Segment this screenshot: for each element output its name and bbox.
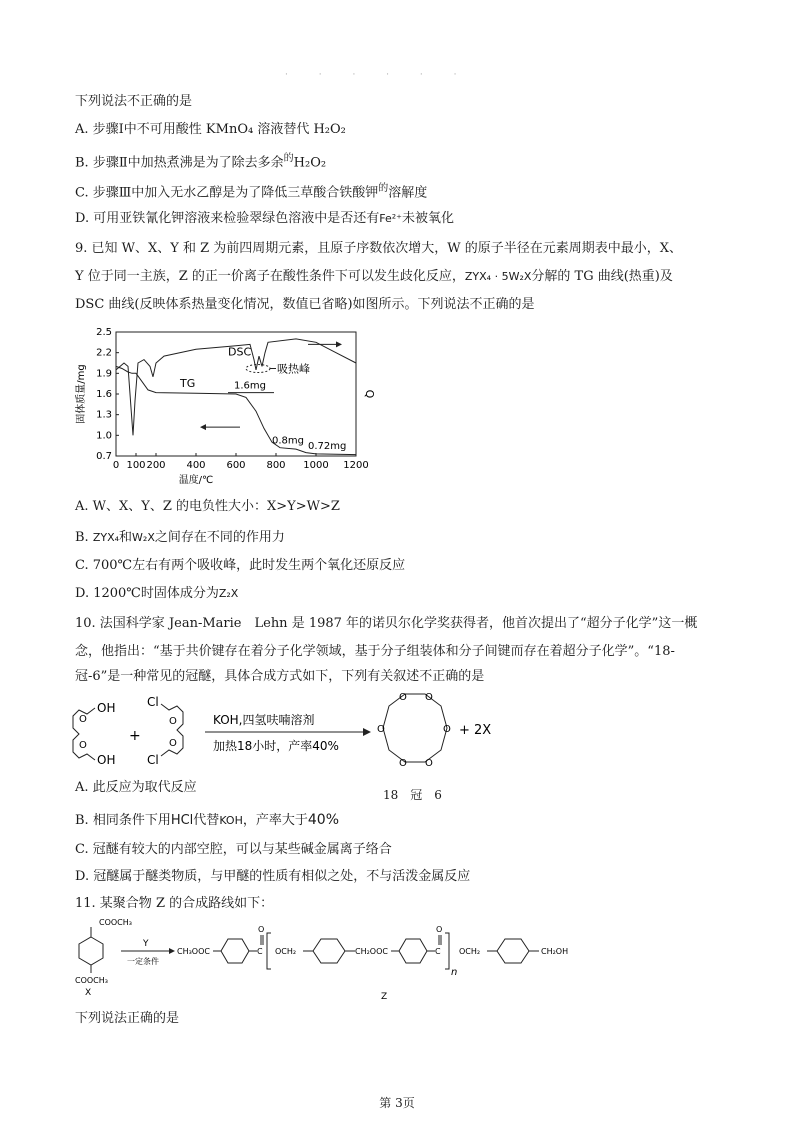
annot-dsc: DSC bbox=[228, 345, 252, 359]
x-tick-label: 100 bbox=[126, 460, 146, 471]
y-tick-label: 1.9 bbox=[96, 368, 112, 380]
arrow-condition: 一定条件 bbox=[127, 957, 159, 966]
cl-bottom: Cl bbox=[147, 753, 159, 767]
z-ch2ooc: CH₂OOC bbox=[355, 947, 388, 956]
x-tick-label: 400 bbox=[186, 460, 206, 471]
q8-option-d bbox=[75, 210, 454, 228]
ring-o2: O bbox=[425, 692, 433, 703]
x-tick-label: 1200 bbox=[343, 460, 369, 471]
z-ch3ooc: CH₃OOC bbox=[177, 947, 210, 956]
q9-option-b-and: 和 bbox=[119, 530, 133, 545]
dichloride-o1: O bbox=[169, 716, 177, 727]
q9-option-c: C. 700℃左右有两个吸收峰，此时发生两个氧化还原反应 bbox=[75, 558, 406, 573]
q8-option-b-text: B. 步骤Ⅱ中加热煮沸是为了除去多余 bbox=[75, 155, 284, 171]
diol-o1: O bbox=[79, 714, 87, 725]
arrow-left-head bbox=[200, 424, 206, 430]
annot-mass-1: 1.6mg bbox=[234, 380, 266, 392]
z-carbonyl-c2: C bbox=[435, 947, 441, 956]
annot-mass-2: 0.8mg bbox=[272, 435, 304, 447]
repeat-n: n bbox=[451, 967, 458, 978]
tg-dsc-chart bbox=[70, 320, 380, 492]
z-carbonyl-o1: O bbox=[258, 925, 265, 934]
q9-option-b-label: B. bbox=[75, 530, 89, 545]
reaction-arrowhead bbox=[363, 728, 371, 736]
page-header-fragment: · · · · · · bbox=[285, 70, 471, 80]
condition-bottom: 加热18小时，产率40% bbox=[213, 739, 339, 753]
q8-option-b bbox=[75, 150, 326, 172]
z-label: Z bbox=[381, 992, 388, 1002]
z-benzene-1 bbox=[221, 939, 249, 963]
q9-option-d bbox=[75, 585, 238, 603]
q10-option-b bbox=[75, 811, 339, 830]
plus-sign: + bbox=[129, 728, 141, 744]
q10-option-a: A. 此反应为取代反应 bbox=[75, 780, 197, 795]
page-number: 第 3页 bbox=[379, 1096, 415, 1110]
bracket-left bbox=[267, 933, 271, 969]
q10-option-d: D. 冠醚属于醚类物质，与甲醚的性质有相似之处，不与活泼金属反应 bbox=[75, 869, 471, 884]
q11-stem: 11. 某聚合物 Z 的合成路线如下： bbox=[75, 896, 274, 911]
condition-top: KOH,四氢呋喃溶剂 bbox=[213, 713, 315, 727]
z-cyclohexane-2 bbox=[497, 939, 529, 963]
ring-o3: O bbox=[443, 724, 451, 735]
x-tick-label: 200 bbox=[146, 460, 166, 471]
annot-mass-3: 0.72mg bbox=[308, 441, 347, 453]
q8-option-c-text: C. 步骤Ⅲ中加入无水乙醇是为了降低三草酸合铁酸钾 bbox=[75, 185, 379, 201]
chart-annotations bbox=[179, 341, 346, 452]
chart-axes bbox=[74, 327, 376, 486]
q9-option-b-tail: 之间存在不同的作用力 bbox=[154, 530, 285, 545]
ring-o5: O bbox=[399, 758, 407, 769]
y-tick-label: 0.7 bbox=[96, 451, 112, 462]
q9-stem-line2-tail: 分解的 TG 曲线(热重)及 bbox=[531, 269, 673, 284]
q8-option-d-text: D. 可用亚铁氰化钾溶液来检验翠绿色溶液中是否还有 bbox=[75, 211, 380, 226]
x-tick-label: 800 bbox=[266, 460, 286, 471]
q10-option-c: C. 冠醚有较大的内部空腔，可以与某些碱金属离子络合 bbox=[75, 842, 392, 857]
endotherm-marker bbox=[246, 365, 270, 373]
crown-ether-synthesis-scheme bbox=[65, 688, 525, 780]
z-carbonyl-o2: O bbox=[436, 925, 443, 934]
q10-stem-line2: 念，他指出：“基于共价键存在着分子化学领域，基于分子组装体和分子间键而存在着超分子化学”。“18- bbox=[75, 644, 675, 659]
x-benzene-ring bbox=[79, 937, 103, 965]
x-top-group: COOCH₃ bbox=[99, 918, 132, 927]
q10-option-b-tail: ，产率大于 bbox=[242, 813, 308, 828]
right-axis-label: Q bbox=[363, 389, 376, 399]
ring-o4: O bbox=[425, 758, 433, 769]
x-label: X bbox=[85, 988, 92, 998]
q10-option-b-text: B. 相同条件下用 bbox=[75, 813, 171, 828]
q8-option-c-de: 的 bbox=[378, 183, 389, 194]
z-benzene-2 bbox=[399, 939, 427, 963]
q10-option-b-hcl: HCl bbox=[170, 813, 194, 828]
q9-formula: ZYX₄ · 5W₂X bbox=[464, 270, 532, 283]
z-carbonyl-c1: C bbox=[257, 947, 263, 956]
x-bottom-group: COOCH₃ bbox=[75, 976, 108, 985]
q10-stem-line1: 10. 法国科学家 Jean-Marie Lehn 是 1987 年的诺贝尔化学奖获得者，他首次提出了“超分子化学”这一概 bbox=[75, 616, 698, 631]
crown-ether-ring bbox=[383, 694, 447, 762]
annot-tg: TG bbox=[180, 377, 196, 391]
q9-option-b bbox=[75, 529, 285, 547]
arrow-right-head bbox=[336, 341, 342, 347]
q10-option-b-mid: 代替 bbox=[193, 813, 220, 828]
q10-option-b-koh: KOH bbox=[219, 814, 243, 827]
q9-option-d-text: D. 1200℃时固体成分为 bbox=[75, 586, 219, 601]
q9-option-d-formula: Z₂X bbox=[218, 587, 239, 600]
q8-option-c bbox=[75, 180, 427, 202]
y-axis-label: 固体质量/mg bbox=[76, 364, 87, 424]
q8-option-b-de: 的 bbox=[283, 153, 294, 164]
cl-top: Cl bbox=[147, 695, 159, 709]
diol-oh-bottom: OH bbox=[97, 753, 116, 767]
x-tick-label: 600 bbox=[226, 460, 246, 471]
polymer-synthesis-scheme bbox=[65, 915, 725, 1005]
y-tick-label: 1.0 bbox=[96, 430, 112, 442]
y-tick-label: 2.5 bbox=[96, 327, 112, 338]
z-cyclohexane-1 bbox=[313, 939, 345, 963]
bracket-right bbox=[445, 933, 449, 969]
ring-o6: O bbox=[377, 724, 385, 735]
z-ch2oh: CH₂OH bbox=[541, 947, 569, 956]
annot-endotherm: 吸热峰 bbox=[277, 362, 310, 376]
q9-option-b-formula1: ZYX₄ bbox=[92, 531, 120, 544]
diol-oh-top: OH bbox=[97, 701, 116, 715]
q11-tail: 下列说法正确的是 bbox=[75, 1011, 180, 1026]
dichloride-o2: O bbox=[169, 738, 177, 749]
z-och2-1: OCH₂ bbox=[275, 947, 297, 956]
q8-option-b-h2o2: H₂O₂ bbox=[293, 155, 327, 171]
q9-stem-line2-text: Y 位于同一主族，Z 的正一价离子在酸性条件下可以发生歧化反应， bbox=[75, 269, 465, 284]
z-och2-2: OCH₂ bbox=[459, 947, 481, 956]
q8-option-a: A. 步骤Ⅰ中不可用酸性 KMnO₄ 溶液替代 H₂O₂ bbox=[75, 122, 346, 137]
x-tick-label: 1000 bbox=[303, 460, 329, 471]
q10-option-b-percent: 40% bbox=[307, 812, 339, 828]
q9-stem-line3: DSC 曲线(反映体系热量变化情况，数值已省略)如图所示。下列说法不正确的是 bbox=[75, 297, 535, 312]
q10-stem-line3: 冠-6”是一种常见的冠醚，具体合成方式如下，下列有关叙述不正确的是 bbox=[75, 669, 485, 684]
ring-o1: O bbox=[399, 692, 407, 703]
q9-stem-line2 bbox=[75, 268, 673, 286]
byproduct: + 2X bbox=[459, 723, 492, 738]
q9-stem-line1: 9. 已知 W、X、Y 和 Z 为前四周期元素，且原子序数依次增大，W 的原子半径在元素周期表中最小，X、 bbox=[75, 241, 683, 256]
x-axis-label: 温度/℃ bbox=[178, 475, 214, 486]
y-tick-label: 1.6 bbox=[96, 389, 112, 400]
q8-option-c-tail: 溶解度 bbox=[388, 185, 428, 201]
q8-stem-tail: 下列说法不正确的是 bbox=[75, 94, 193, 109]
q9-option-b-formula2: W₂X bbox=[132, 531, 155, 544]
y-tick-label: 1.3 bbox=[96, 409, 112, 421]
x-tick-label: 0 bbox=[112, 460, 120, 471]
product-name: 18 冠 6 bbox=[383, 788, 442, 802]
y-tick-label: 2.2 bbox=[96, 347, 112, 359]
q8-option-d-ion: Fe²⁺ bbox=[379, 212, 402, 225]
q8-option-d-tail: 未被氧化 bbox=[401, 211, 454, 226]
q9-option-a: A. W、X、Y、Z 的电负性大小：X>Y>W>Z bbox=[75, 499, 340, 514]
arrow-reagent: Y bbox=[143, 939, 149, 949]
diol-o2: O bbox=[79, 740, 87, 751]
